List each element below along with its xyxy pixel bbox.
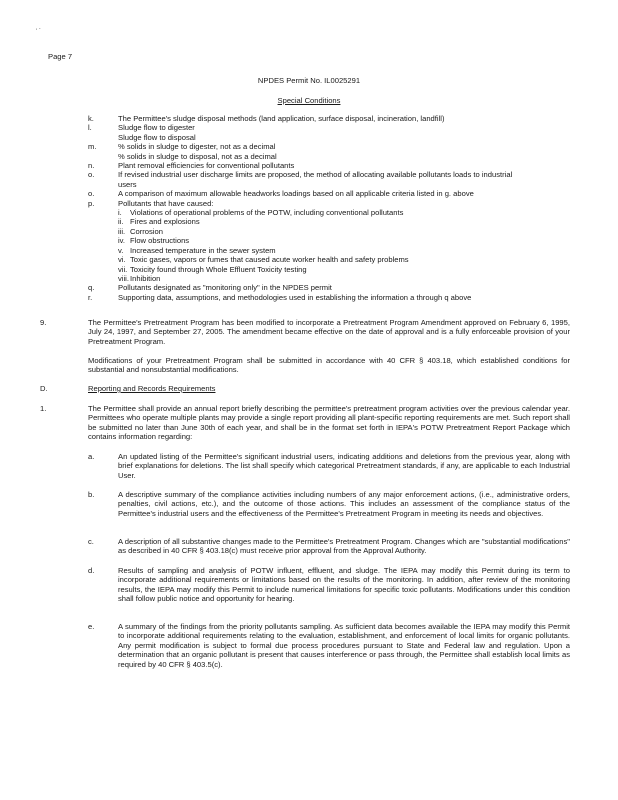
list-item: [88, 123, 528, 132]
sublist-label: ii.: [118, 217, 124, 227]
special-conditions-title: Special Conditions: [277, 96, 341, 105]
report-item-e: [88, 622, 570, 669]
list-label: r.: [88, 292, 93, 302]
list-label: [88, 133, 118, 142]
sublist-text: Inhibition: [130, 273, 161, 283]
sublist-text: Violations of operational problems of the POTW, including conventional pollutants: [130, 208, 404, 218]
list-text: % solids in sludge to disposal, not as a decimal: [118, 151, 277, 161]
list-item: [88, 161, 528, 170]
list-text: Pollutants that have caused:: [118, 198, 214, 208]
report-item-a: [88, 452, 570, 480]
list-text: If revised industrial user discharge limits are proposed, the method of allocating available pollutants loads to industrial users: [118, 170, 513, 189]
section-title: Reporting and Records Requirements: [88, 384, 216, 393]
sublist-label: vii.: [118, 264, 128, 274]
list-item: [88, 114, 528, 123]
list-text: Sludge flow to disposal: [118, 132, 196, 142]
paragraph-9: [40, 318, 570, 346]
sublist-item: [118, 274, 528, 283]
paragraph-d1: [40, 404, 570, 442]
sublist-text: Corrosion: [130, 226, 163, 236]
sublist-item: [118, 265, 528, 274]
list-label: q.: [88, 283, 95, 293]
scan-mark: ' `: [36, 29, 41, 35]
section-number: D.: [40, 384, 48, 393]
item-label: e.: [88, 622, 95, 631]
list-item: [88, 293, 528, 302]
sublist-text: Toxic gases, vapors or fumes that caused acute worker health and safety problems: [130, 255, 409, 265]
list-text: % solids in sludge to digester, not as a decimal: [118, 142, 276, 152]
item-text: A descriptive summary of the compliance activities including numbers of any major enforcement actions, (i.e., administrative orders, penalties, civil actions, etc.), and the outcome of those actions. This includes an assessment of the compliance status of the Permittee's industrial users and the effectiveness of the Permittee's Pretreatment Program in meeting its needs and objectives.: [118, 490, 570, 518]
list-label: n.: [88, 161, 95, 171]
sublist-label: iv.: [118, 236, 126, 246]
item-label: c.: [88, 537, 94, 546]
list-item: [88, 170, 528, 189]
sublist-label: v.: [118, 245, 124, 255]
sublist-item: [118, 227, 528, 236]
list-text: The Permittee's sludge disposal methods (land application, surface disposal, incineration, landfill): [118, 114, 445, 123]
list-item: [88, 142, 528, 151]
list-item: [88, 199, 528, 208]
list-label: o.: [88, 170, 95, 180]
paragraph-number: 9.: [40, 318, 47, 327]
report-item-c: [88, 537, 570, 556]
report-item-d: [88, 566, 570, 604]
list-label: o.: [88, 189, 95, 199]
sublist-text: Toxicity found through Whole Effluent Toxicity testing: [130, 264, 307, 274]
page-number: Page 7: [48, 52, 73, 61]
sublist-text: Flow obstructions: [130, 236, 190, 246]
list-label: l.: [88, 123, 92, 133]
item-text: A description of all substantive changes made to the Permittee's Pretreatment Program. Changes which are "substantial modifications" as described in 40 CFR § 403.18(c) must receive prior approval from the Approval Authority.: [118, 537, 570, 556]
requirements-list: [88, 114, 528, 302]
item-label: b.: [88, 490, 95, 499]
item-label: a.: [88, 452, 95, 461]
list-item: [88, 133, 528, 142]
list-label: k.: [88, 114, 94, 123]
permit-number-header: NPDES Permit No. IL0025291: [257, 76, 361, 85]
list-item: [88, 283, 528, 292]
item-text: An updated listing of the Permittee's significant industrial users, indicating additions and deletions from the previous year, along with brief explanations for deletions. The list shall specify which categorical Pretreatment standards, if any, are applicable to each Industrial User.: [118, 452, 570, 480]
list-text: Supporting data, assumptions, and methodologies used in establishing the information a through q above: [118, 292, 472, 302]
section-d-heading: [40, 384, 570, 393]
list-text: A comparison of maximum allowable headworks loadings based on all applicable criteria listed in g. above: [118, 189, 474, 199]
list-label: [88, 152, 118, 161]
sublist-item: [118, 208, 528, 217]
list-text: Sludge flow to digester: [118, 123, 195, 133]
sublist-label: vi.: [118, 255, 126, 265]
sublist-label: iii.: [118, 226, 126, 236]
list-label: p.: [88, 198, 95, 208]
caused-sublist: [118, 208, 528, 283]
sublist-label: viii.: [118, 273, 129, 283]
sublist-text: Increased temperature in the sewer system: [130, 245, 276, 255]
list-item: [88, 189, 528, 198]
sublist-item: [118, 246, 528, 255]
sublist-item: [118, 236, 528, 245]
sublist-label: i.: [118, 208, 122, 218]
paragraph-number: 1.: [40, 404, 47, 413]
report-item-b: [88, 490, 570, 518]
item-label: d.: [88, 566, 95, 575]
list-item: [88, 152, 528, 161]
sublist-text: Fires and explosions: [130, 217, 200, 227]
modifications-paragraph: Modifications of your Pretreatment Program shall be submitted in accordance with 40 CFR § 403.18, which established conditions for substantial and nonsubstantial modifications.: [88, 356, 570, 375]
item-text: Results of sampling and analysis of POTW influent, effluent, and sludge. The IEPA may modify this Permit during its term to incorporate additional requirements or limitations based on the results of the monitoring. In addition, after review of the monitoring results, the IEPA may modify this Permit to include numerical limitations for specific toxic pollutants. Modifications under this condition shall follow public notice and opportunity for hearing.: [118, 566, 570, 604]
paragraph-text: The Permittee shall provide an annual report briefly describing the permittee's pretreatment program activities over the previous calendar year. Permittees who operate multiple plants may provide a single report providing all plant-specific reporting requirements are met. Such report shall be submitted no later than June 30th of each year, and shall be in the format set forth in IEPA's POTW Pretreatment Report Package which contains information regarding:: [88, 404, 570, 442]
item-text: A summary of the findings from the priority pollutants sampling. As sufficient data becomes available the IEPA may modify this Permit to incorporate additional requirements relating to the evaluation, establishment, and enforcement of local limits for organic pollutants. Any permit modification is subject to formal due process procedures pursuant to State and Federal law and regulation. Upon a determination that an organic pollutant is present that causes interference or pass through, the Permittee shall establish local limits as required by 40 CFR § 403.5(c).: [118, 622, 570, 669]
paragraph-text: The Permittee's Pretreatment Program has been modified to incorporate a Pretreatment Program Amendment approved on February 6, 1995, July 24, 1997, and September 27, 2005. The amendment became effective on the date of approval and is a fully enforceable provision of your Pretreatment Program.: [88, 318, 570, 346]
list-text: Pollutants designated as "monitoring only" in the NPDES permit: [118, 283, 332, 293]
list-label: m.: [88, 142, 97, 152]
sublist-item: [118, 217, 528, 226]
sublist-item: [118, 255, 528, 264]
list-text: Plant removal efficiencies for conventional pollutants: [118, 161, 295, 171]
